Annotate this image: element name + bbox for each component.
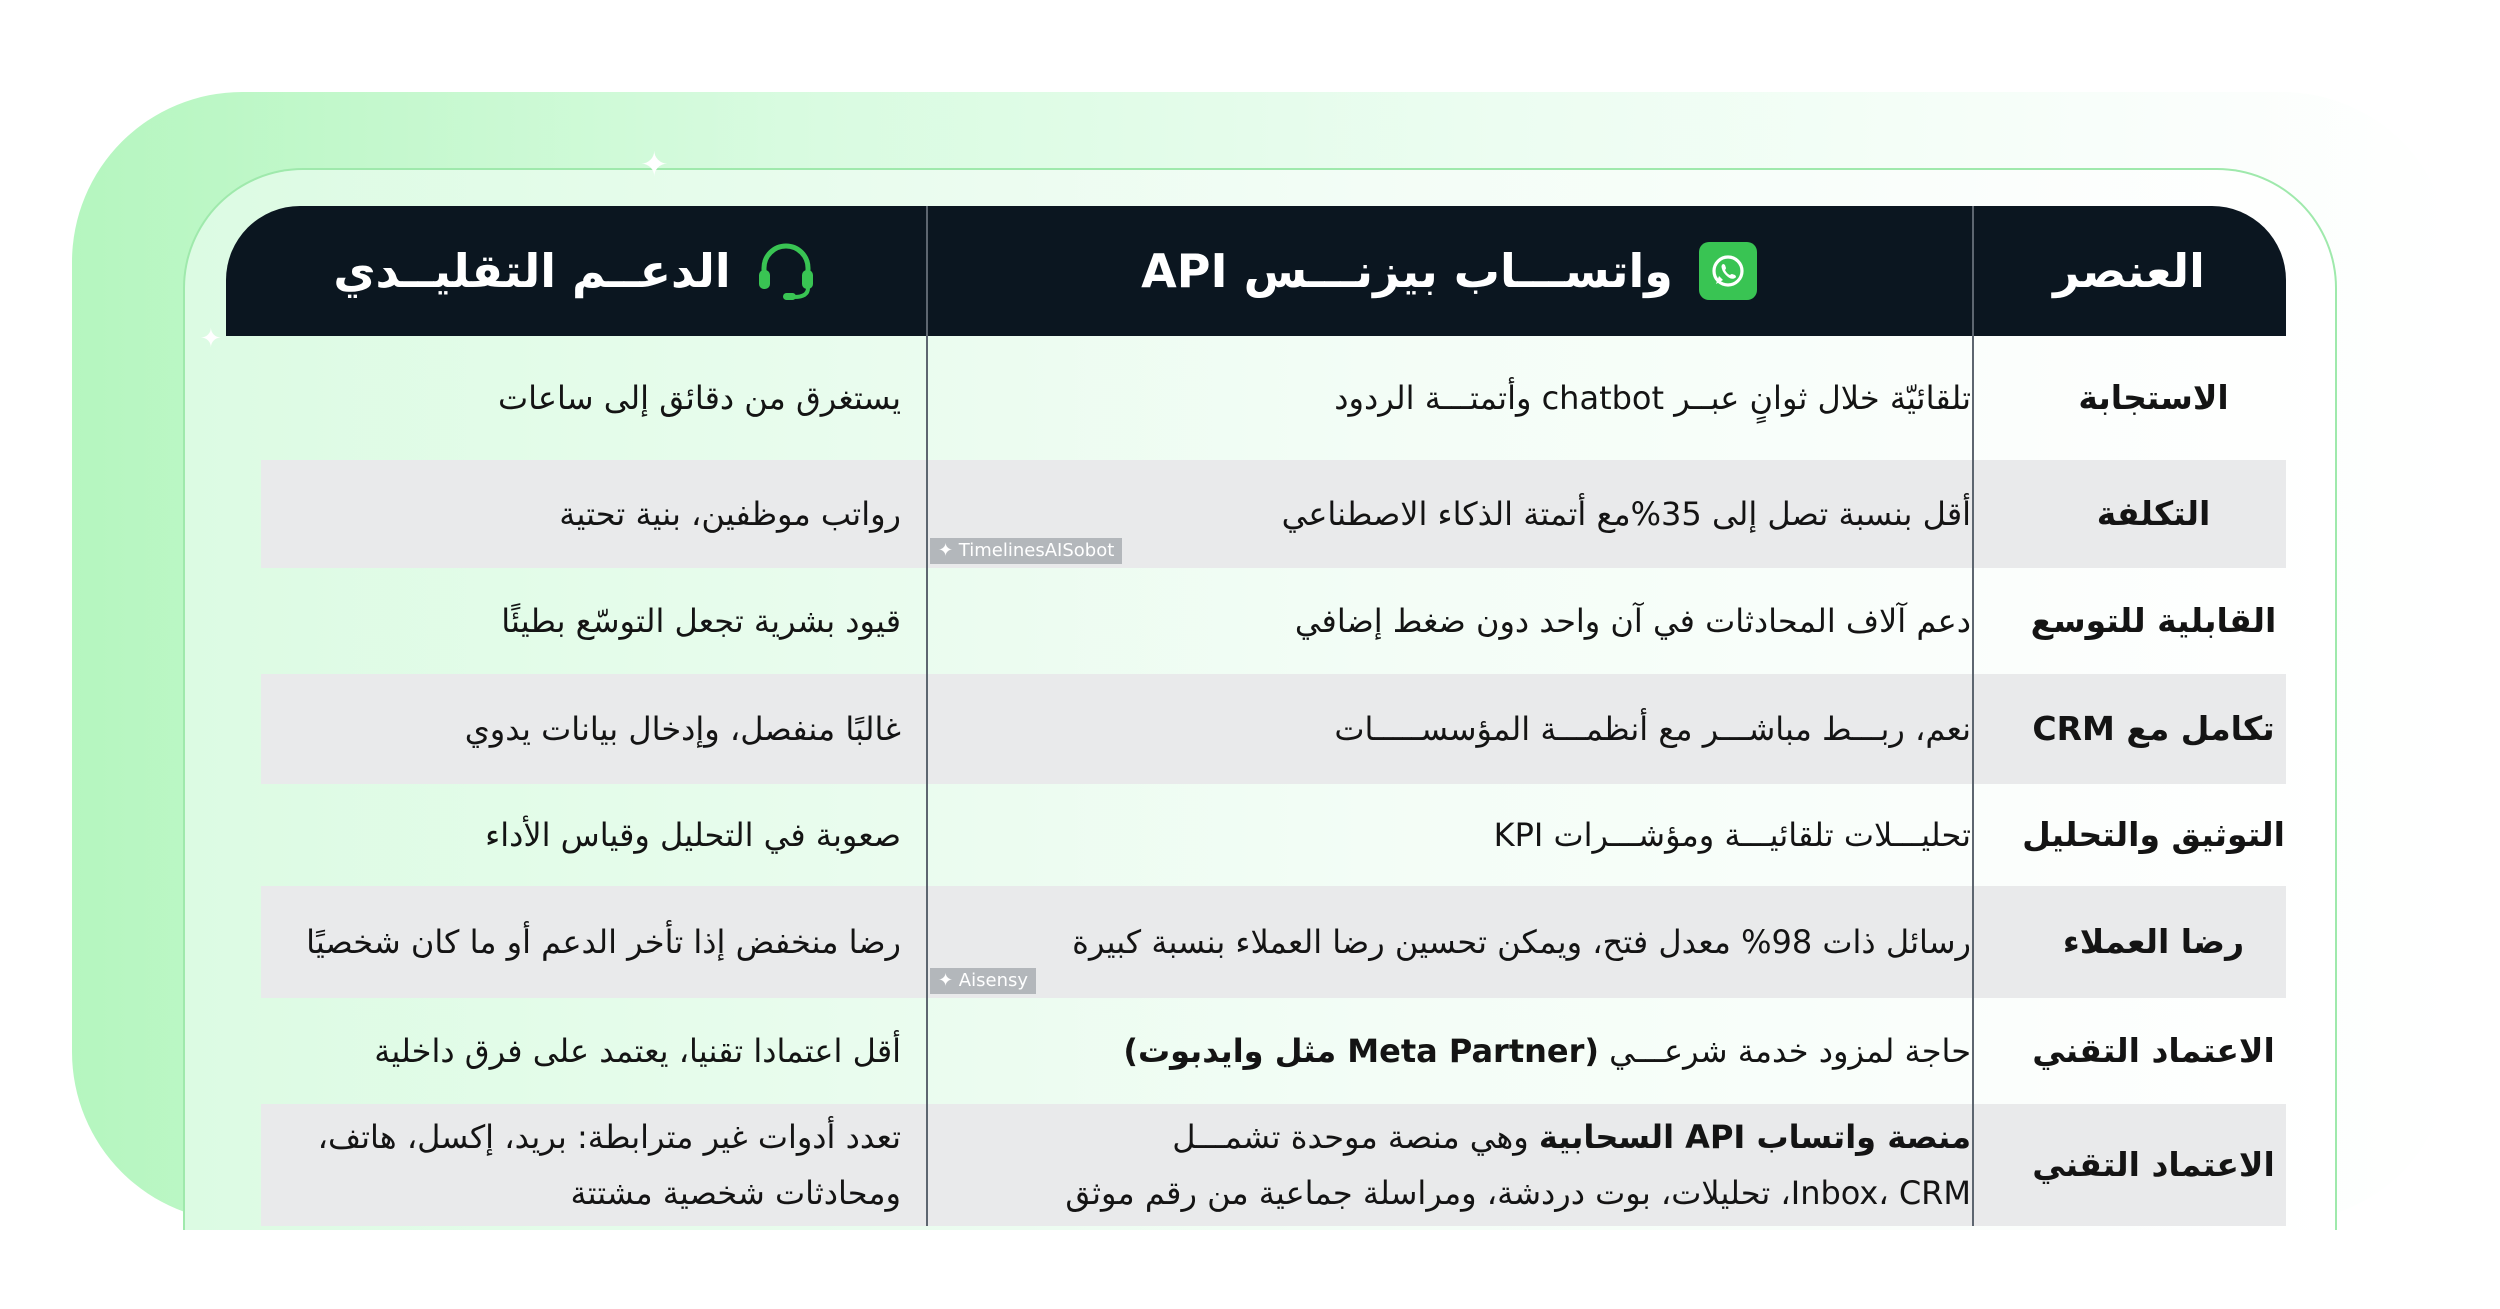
table-row (261, 568, 2286, 674)
row-element: تكامل مع CRM (2032, 709, 2275, 749)
table-row (261, 886, 2286, 998)
row-api-text: وهي منصة موحدة تشمـــل (1172, 1118, 1539, 1156)
row-element: الاعتماد التقني (2032, 1145, 2275, 1185)
row-traditional-value: صعوبة في التحليل وقياس الأداء (485, 816, 901, 854)
row-api-value: تحليـــلات تلقائيـــة ومؤشـــرات KPI (1493, 816, 1971, 854)
table-row (261, 1104, 2286, 1226)
row-traditional-value (261, 1104, 901, 1226)
row-traditional-line2: ومحادثات شخصية مشتتة (570, 1174, 901, 1212)
table-header (226, 206, 2286, 336)
table-row (261, 674, 2286, 784)
row-traditional-value: يستغرق من دقائق إلى ساعات (498, 379, 901, 417)
row-element: التوثيق والتحليل (2022, 815, 2285, 855)
row-element: الاستجابة (2078, 378, 2229, 418)
watermark-label: ✦ Aisensy (930, 968, 1036, 994)
column-divider (1972, 206, 1974, 1226)
row-traditional-line1: تعدد أدوات غير مترابطة: بريد، إكسل، هاتف، (317, 1118, 901, 1156)
column-divider (926, 206, 928, 1226)
table-row (261, 460, 2286, 568)
header-element (1972, 206, 2286, 336)
headset-icon (753, 238, 819, 304)
whatsapp-icon (1699, 242, 1757, 300)
row-api-value: نعم، ربـــط مباشـــر مع أنظمـــة المؤسســـــات (1334, 710, 1971, 748)
row-traditional-value: أقل اعتمادا تقنيا، يعتمد على فرق داخلية (374, 1032, 901, 1070)
row-api-value: تلقائيّة خلال ثوانٍ عبــر chatbot وأتمتـــة الردود (1334, 379, 1971, 417)
table-row (261, 998, 2286, 1104)
row-traditional-value: غالبًا منفصل، وإدخال بيانات يدوي (464, 710, 901, 748)
row-api-value: أقل بنسبة تصل إلى 35%مع أتمتة الذكاء الاصطناعي (1281, 495, 1971, 533)
header-traditional (226, 206, 926, 336)
table-row (261, 784, 2286, 886)
comparison-table (226, 206, 2286, 1226)
row-element: الاعتماد التقني (2032, 1031, 2275, 1071)
row-api-value: دعم آلاف المحادثات في آن واحد دون ضغط إضافي (1294, 602, 1971, 640)
row-traditional-value: قيود بشرية تجعل التوسّع بطيئًا (501, 602, 901, 640)
header-traditional-label: الدعــم التقليــدي (333, 244, 731, 298)
row-traditional-value: رواتب موظفين، بنية تحتية (559, 495, 901, 533)
row-api-text: حاجة لمزود خدمة شرعـــي (1599, 1032, 1971, 1070)
row-api-value: رسائل ذات 98% معدل فتح، ويمكن تحسين رضا العملاء بنسبة كبيرة (1072, 923, 1971, 961)
header-api (926, 206, 1972, 336)
sparkle-icon: ✦ (640, 145, 669, 185)
row-api-bold: (Meta Partner مثل وايدبوت) (1123, 1032, 1599, 1070)
header-element-label: العنصر (2053, 244, 2205, 298)
row-element: التكلفة (2096, 494, 2211, 534)
header-api-label: واتســـاب بيزنـــس API (1141, 244, 1673, 298)
row-traditional-value: رضا منخفض إذا تأخر الدعم أو ما كان شخصيًا (306, 923, 901, 961)
watermark-label: ✦ TimelinesAISobot (930, 538, 1122, 564)
row-api-value (971, 1104, 1971, 1226)
sparkle-icon: ✦ (200, 324, 222, 354)
row-element: رضا العملاء (2062, 922, 2245, 962)
row-api-value (971, 998, 1971, 1104)
row-api-line2: Inbox، CRM، تحليلات، بوت دردشة، ومراسلة جماعية من رقم موثق (1065, 1174, 1971, 1212)
table-row (261, 336, 2286, 460)
row-api-bold: منصة واتساب API السحابية (1538, 1118, 1971, 1156)
row-element: القابلية للتوسع (2030, 601, 2277, 641)
